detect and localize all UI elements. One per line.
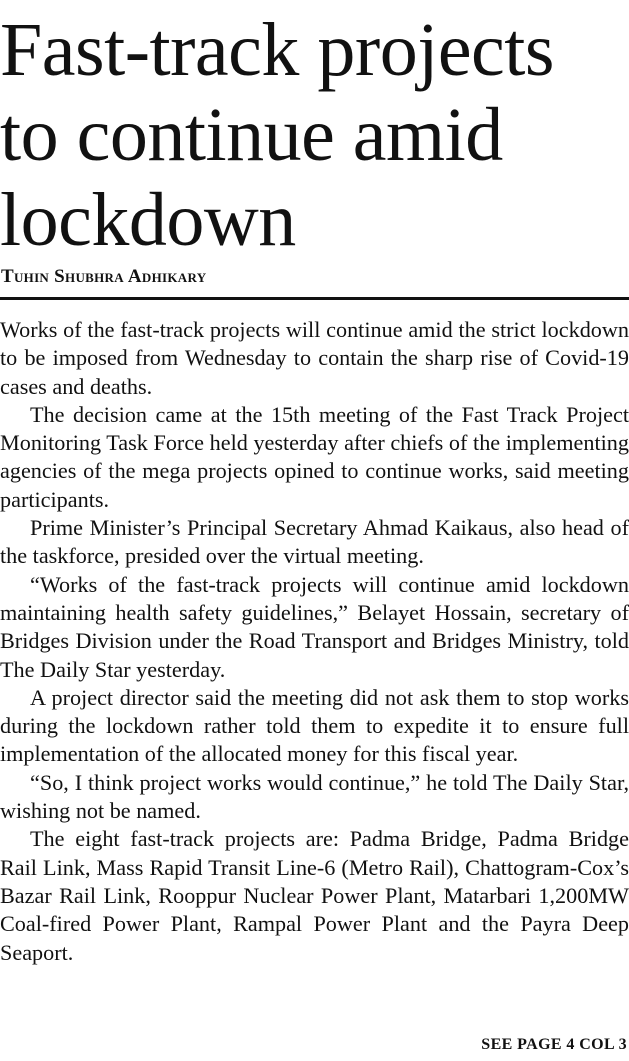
- paragraph: “So, I think project works would continue,” he told The Daily Star, wishing not be named.: [0, 769, 629, 824]
- paragraph: A project director said the meeting did not ask them to stop works during the lockdown rather told them to expedite it to ensure full implementation of the allocated money for this fiscal year.: [0, 684, 629, 767]
- byline-divider: [0, 297, 629, 300]
- paragraph: “Works of the fast-track projects will continue amid lockdown maintaining health safety guidelines,” Belayet Hossain, secretary of Bridges Division under the Road Transport and Bridges Ministry, told The Daily Star yesterday.: [0, 571, 629, 682]
- paragraph: The eight fast-track projects are: Padma Bridge, Padma Bridge Rail Link, Mass Rapid Transit Line-6 (Metro Rail), Chattogram-Cox’s Bazar Rail Link, Rooppur Nuclear Power Plant, Matarbari 1,200MW Coal-fired Power Plant, Rampal Power Plant and the Payra Deep Seaport.: [0, 826, 629, 965]
- headline: Fast-track projects to continue amid lockdown: [0, 8, 554, 262]
- paragraph: Prime Minister’s Principal Secretary Ahmad Kaikaus, also head of the taskforce, presided over the virtual meeting.: [0, 515, 629, 569]
- byline: Tuhin Shubhra Adhikary: [1, 266, 207, 287]
- paragraph: Works of the fast-track projects will continue amid the strict lockdown to be imposed from Wednesday to contain the sharp rise of Covid-19 cases and deaths.: [0, 317, 629, 399]
- paragraph: The decision came at the 15th meeting of the Fast Track Project Monitoring Task Force held yesterday after chiefs of the implementing agencies of the mega projects opined to continue works, said meeting participants.: [0, 401, 629, 512]
- article-body: [0, 316, 629, 967]
- continued-on-reference: SEE PAGE 4 COL 3: [481, 1036, 627, 1053]
